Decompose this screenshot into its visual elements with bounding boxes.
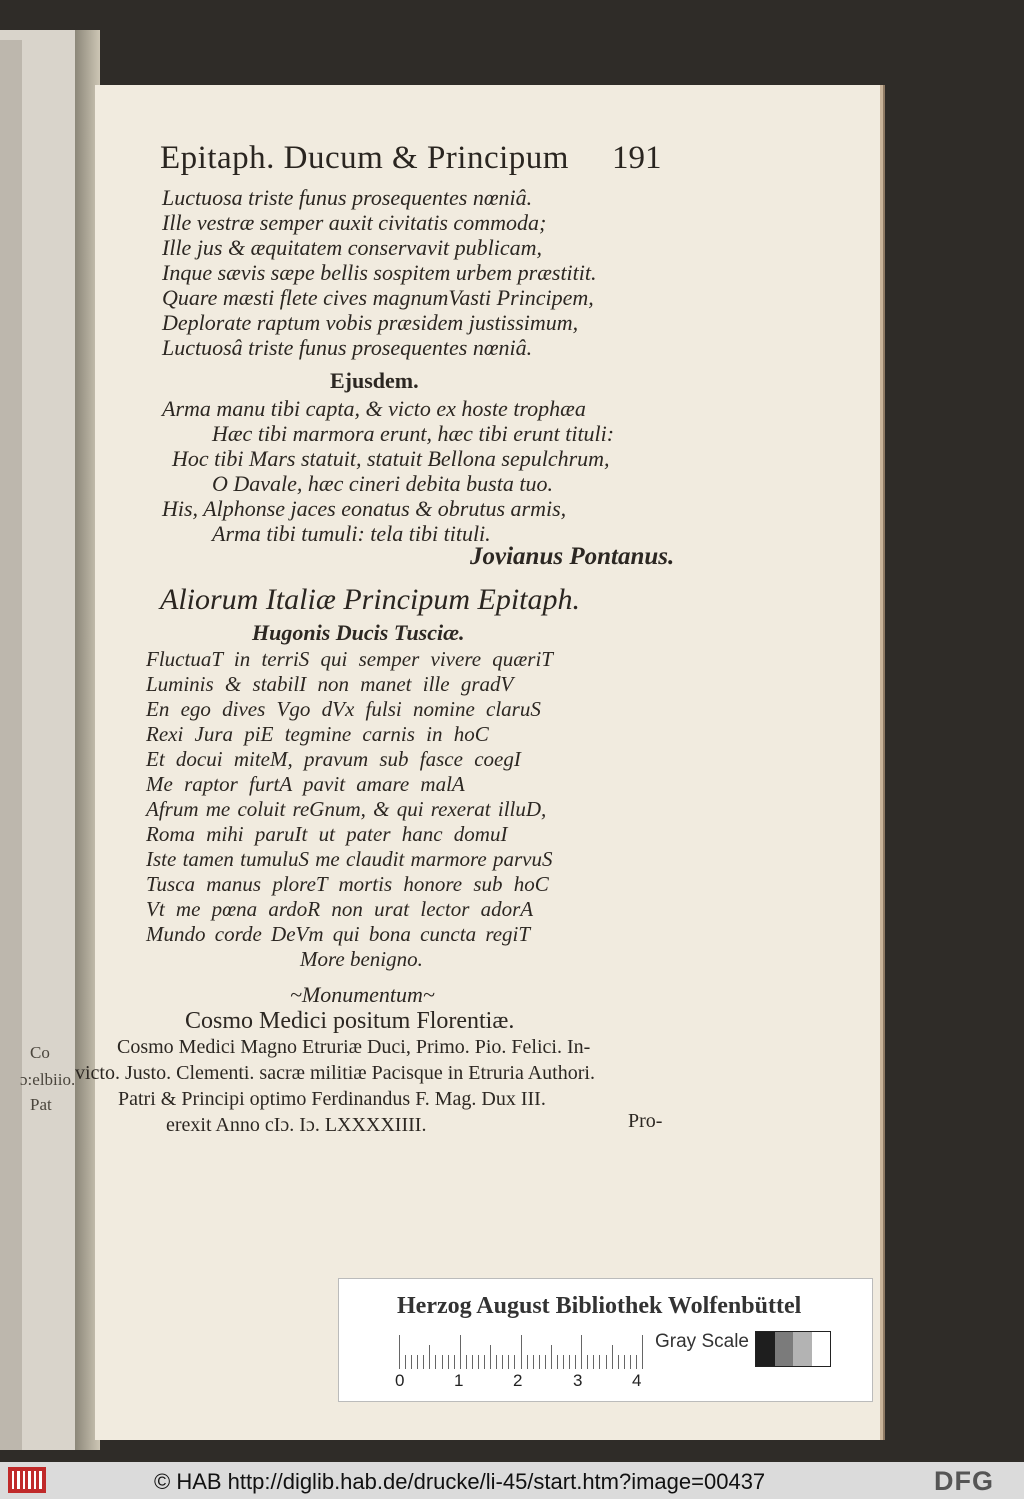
ruler-tick [429,1345,430,1369]
ruler-tick [423,1355,424,1369]
ruler-tick [448,1355,449,1369]
poem-line: Inque sævis sæpe bellis sospitem urbem præstitit. [162,260,597,285]
author-signature: Jovianus Pontanus. [470,543,675,570]
ruler-tick [624,1355,625,1369]
ruler-tick [636,1355,637,1369]
acrostic-line: Tusca manus ploreT mortis honore sub hoC [146,872,549,896]
poem-line: Arma tibi tumuli: tela tibi tituli. [212,521,491,546]
acrostic-line: Afrum me coluit reGnum, & qui rexerat illuD, [146,797,547,821]
gray-patch [775,1332,794,1366]
ruler-tick [551,1345,552,1369]
acrostic-line: En ego dives Vgo dVx fulsi nomine claruS [146,697,541,721]
acrostic-line: Luminis & stabilI non manet ille gradV [146,672,514,696]
poem-line: His, Alphonse jaces eonatus & obrutus armis, [162,496,567,521]
poem-line: Luctuosâ triste funus prosequentes nœniâ. [162,335,533,360]
ruler-tick [569,1355,570,1369]
ruler-tick [581,1335,582,1369]
ruler-tick [593,1355,594,1369]
ruler-tick [411,1355,412,1369]
monumentum-heading: ~Monumentum~ [290,982,435,1007]
barcode-logo-icon [8,1467,46,1493]
ruler-tick [490,1345,491,1369]
ruler-tick [563,1355,564,1369]
poem-line: Deplorate raptum vobis præsidem justissimum, [162,310,579,335]
ruler-tick [435,1355,436,1369]
acrostic-line: Vt me pœna ardoR non urat lector adorA [146,897,534,921]
ruler-tick [466,1355,467,1369]
gray-patch [756,1332,775,1366]
ruler-scale [399,1333,642,1369]
dfg-logo: DFG [934,1466,994,1496]
ruler-tick [508,1355,509,1369]
inscription-line: victo. Justo. Clementi. sacræ militiæ Pacisque in Etruria Authori. [75,1062,595,1084]
ruler-tick [630,1355,631,1369]
ruler-tick [599,1355,600,1369]
gray-scale-swatch [755,1331,831,1367]
footer-url[interactable]: © HAB http://diglib.hab.de/drucke/li-45/start.htm?image=00437 [154,1469,766,1494]
ruler-tick [484,1355,485,1369]
poem-line: Ille jus & æquitatem conservavit publicam, [162,235,543,260]
ruler-tick [454,1355,455,1369]
ejusdem-heading: Ejusdem. [330,368,419,393]
ruler-tick [496,1355,497,1369]
ruler-tick [642,1335,643,1369]
card-title: Herzog August Bibliothek Wolfenbüttel [397,1293,802,1319]
footer-bar [0,1462,1024,1499]
acrostic-line: Et docui miteM, pravum sub fasce coegI [146,747,521,771]
section-title: Aliorum Italiæ Principum Epitaph. [160,583,580,616]
ruler-tick [399,1335,400,1369]
ruler-tick [539,1355,540,1369]
gray-scale-label: Gray Scale [655,1331,749,1352]
ruler-tick [460,1335,461,1369]
ruler-tick [478,1355,479,1369]
gray-patch [793,1332,812,1366]
gray-patch [812,1332,831,1366]
poem-line: Quare mæsti flete cives magnumVasti Principem, [162,285,594,310]
ruler-tick [417,1355,418,1369]
left-fragment: ɔ:elbiio. [20,1070,76,1089]
acrostic-line: Iste tamen tumuluS me claudit marmore parvuS [146,847,553,871]
left-fragment: Pat [30,1095,52,1114]
left-fragment: Co [30,1043,50,1062]
left-page-shadow [0,40,22,1450]
ruler-tick [557,1355,558,1369]
acrostic-line: FluctuaT in terriS qui semper vivere quæriT [146,647,553,671]
section-subtitle: Hugonis Ducis Tusciæ. [252,620,465,645]
inscription-title: Cosmo Medici positum Florentiæ. [185,1008,515,1034]
ruler-tick [533,1355,534,1369]
ruler-tick [575,1355,576,1369]
ruler-label: 3 [573,1371,583,1390]
catchword: Pro- [628,1110,663,1132]
running-head: Epitaph. Ducum & Principum [160,140,569,176]
ruler-label: 4 [632,1371,642,1390]
inscription-line: erexit Anno cIɔ. Iɔ. LXXXXIIII. [166,1114,427,1136]
monumentum-text: Monumentum [301,982,423,1007]
ruler-tick [545,1355,546,1369]
page-number: 191 [612,140,662,176]
ruler-label: 0 [395,1371,405,1390]
ruler-tick [521,1335,522,1369]
ruler-tick [472,1355,473,1369]
color-calibration-card [338,1278,873,1402]
ruler-tick [514,1355,515,1369]
ruler-tick [442,1355,443,1369]
ruler-label: 1 [454,1371,464,1390]
poem-line: Luctuosa triste funus prosequentes nœniâ. [162,185,533,210]
ruler-tick [606,1355,607,1369]
ruler-tick [502,1355,503,1369]
poem-line: Hoc tibi Mars statuit, statuit Bellona sepulchrum, [172,446,610,471]
poem-line: O Davale, hæc cineri debita busta tuo. [212,471,553,496]
inscription-line: Cosmo Medici Magno Etruriæ Duci, Primo. Pio. Felici. In- [117,1036,591,1058]
poem-line: Ille vestræ semper auxit civitatis commoda; [162,210,547,235]
acrostic-line: Rexi Jura piE tegmine carnis in hoC [146,722,489,746]
ruler-tick [405,1355,406,1369]
acrostic-line: Roma mihi paruIt ut pater hanc domuI [146,822,508,846]
ruler-tick [587,1355,588,1369]
ruler-tick [618,1355,619,1369]
ruler-label: 2 [513,1371,523,1390]
ruler-tick [527,1355,528,1369]
acrostic-line: Mundo corde DeVm qui bona cuncta regiT [146,922,531,946]
poem-line: Arma manu tibi capta, & victo ex hoste trophæa [162,396,586,421]
poem-line: Hæc tibi marmora erunt, hæc tibi erunt tituli: [212,421,615,446]
acrostic-line: Me raptor furtA pavit amare malA [146,772,465,796]
ruler-tick [612,1345,613,1369]
inscription-line: Patri & Principi optimo Ferdinandus F. Mag. Dux III. [118,1088,546,1110]
acrostic-end: More benigno. [300,947,423,971]
